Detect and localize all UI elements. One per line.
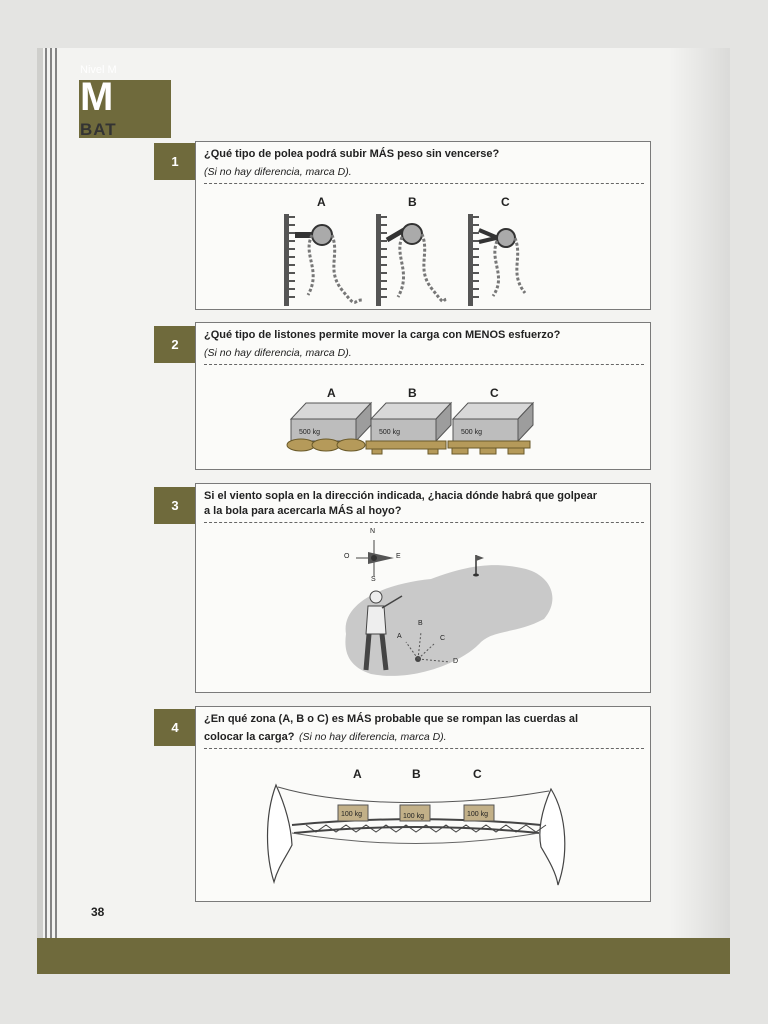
compass-rose [356,540,394,576]
question-number-4: 4 [154,709,196,746]
page-shadow [670,48,730,974]
question-text-4-line1: ¿En qué zona (A, B o C) es MÁS probable que se rompan las cuerdas al [204,713,579,725]
cargo-label-b: 100 kg [403,813,425,820]
suspension-cables [278,787,549,803]
footer-band [37,938,730,974]
compass-east: E [396,553,401,560]
option-label-c: C [490,386,499,400]
pulley-illustration [196,142,652,311]
option-label-b: B [408,386,417,400]
option-label-a: A [327,386,336,400]
option-label-c: C [501,195,510,209]
zone-label-b: B [412,767,421,781]
zone-label-c: C [473,767,482,781]
level-label: Nivel M [80,64,117,76]
golf-illustration [196,484,652,694]
question-text-1: ¿Qué tipo de polea podrá subir MÁS peso sin vencerse? [204,148,500,160]
page-number: 38 [91,905,105,919]
bridge-illustration [196,707,652,903]
option-label-b: B [408,195,417,209]
cargo-label-c: 100 kg [467,811,489,818]
level-letter: M [80,75,114,119]
question-number-2: 2 [154,326,196,363]
bridge-cliffs [268,785,565,885]
load-label-a: 500 kg [299,429,321,436]
compass-west: O [344,553,350,560]
question-number-1: 1 [154,143,196,180]
question-text-4-line2: colocar la carga? [204,731,295,743]
pulley-b [376,214,448,306]
load-label-b: 500 kg [379,429,401,436]
question-text-2: ¿Qué tipo de listones permite mover la carga con MENOS esfuerzo? [204,329,561,341]
load-label-c: 500 kg [461,429,483,436]
binding-stripes [45,48,57,974]
shot-option-b: B [418,620,423,627]
question-box-2 [195,322,651,470]
shot-option-d: D [453,658,459,665]
shot-option-c: C [440,635,446,642]
shot-option-a: A [397,633,402,640]
option-label-a: A [317,195,326,209]
compass-north: N [370,528,376,535]
zone-label-a: A [353,767,362,781]
question-box-1 [195,141,651,310]
pulley-c [468,214,525,306]
question-text-3-line1: Si el viento sopla en la dirección indicada, ¿hacia dónde habrá que golpear [204,490,598,502]
cargo-label-a: 100 kg [341,811,363,818]
page-binding-edge [37,48,43,974]
pulley-a [284,214,362,306]
question-note-2: (Si no hay diferencia, marca D). [204,347,352,359]
compass-south: S [371,576,376,583]
question-note-4: (Si no hay diferencia, marca D). [298,731,447,743]
question-note-1: (Si no hay diferencia, marca D). [204,166,352,178]
question-box-4 [195,706,651,902]
series-logo: BAT [80,120,117,139]
truss-deck [292,819,546,844]
question-number-3: 3 [154,487,196,524]
rollers-illustration [196,323,652,471]
load-block-a [287,403,371,451]
question-text-3-line2: a la bola para acercarla MÁS al hoyo? [204,505,402,517]
question-box-3 [195,483,651,693]
